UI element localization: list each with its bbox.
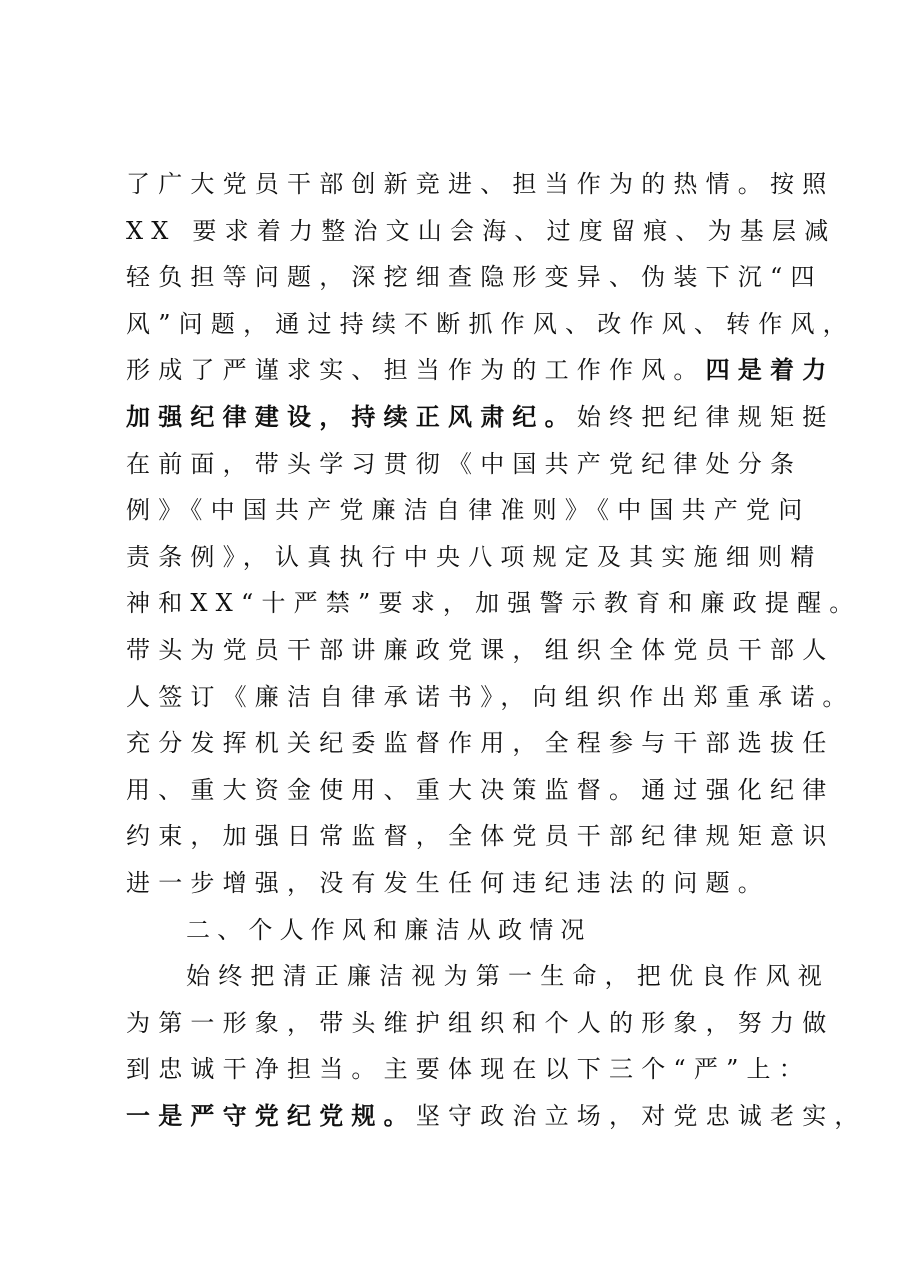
- text-run: 坚守政治立场，对党忠诚老实，: [415, 1101, 867, 1130]
- bold-run: 四是着力: [705, 356, 835, 385]
- bold-run: 加强纪律建设，持续正风肃纪。: [126, 402, 577, 431]
- text-line: 人签订《廉洁自律承诺书》，向组织作出郑重承诺。: [126, 682, 855, 711]
- text-line: 轻负担等问题，深挖细查隐形变异、伪装下沉“四: [126, 263, 823, 292]
- text-line: 例》《中国共产党廉洁自律准则》《中国共产党问: [126, 496, 811, 525]
- text-line: [126, 347, 835, 394]
- text-line: 神和XX“十严禁”要求，加强警示教育和廉政提醒。: [126, 589, 862, 618]
- text-run: 始终把纪律规矩挺: [576, 402, 835, 431]
- text-line: [126, 1093, 867, 1140]
- text-line: 责条例》，认真执行中央八项规定及其实施细则精: [126, 542, 823, 571]
- text-line: 充分发挥机关纪委监督作用，全程参与干部选拔任: [126, 729, 835, 758]
- document-body: [126, 161, 867, 1139]
- text-run: 形成了严谨求实、担当作为的工作作风。: [126, 356, 706, 385]
- text-line: 在前面，带头学习贯彻《中国共产党纪律处分条: [126, 449, 803, 478]
- section-heading: 二、个人作风和廉洁从政情况: [186, 915, 592, 944]
- text-line: 到忠诚干净担当。主要体现在以下三个“严”上：: [126, 1055, 811, 1084]
- text-line: 进一步增强，没有发生任何违纪违法的问题。: [126, 868, 770, 897]
- text-line: XX 要求着力整治文山会海、过度留痕、为基层减: [126, 216, 837, 245]
- text-line: [126, 394, 835, 441]
- bold-run: 一是严守党纪党规。: [126, 1101, 416, 1130]
- text-line: 为第一形象，带头维护组织和个人的形象，努力做: [126, 1008, 835, 1037]
- text-line: 约束，加强日常监督，全体党员干部纪律规矩意识: [126, 822, 835, 851]
- text-line: 带头为党员干部讲廉政党课，组织全体党员干部人: [126, 635, 835, 664]
- text-line: 了广大党员干部创新竞进、担当作为的热情。按照: [126, 170, 835, 198]
- text-line: 风”问题，通过持续不断抓作风、改作风、转作风，: [126, 309, 855, 338]
- text-line: 始终把清正廉洁视为第一生命，把优良作风视: [186, 962, 830, 991]
- text-line: 用、重大资金使用、重大决策监督。通过强化纪律: [126, 775, 835, 804]
